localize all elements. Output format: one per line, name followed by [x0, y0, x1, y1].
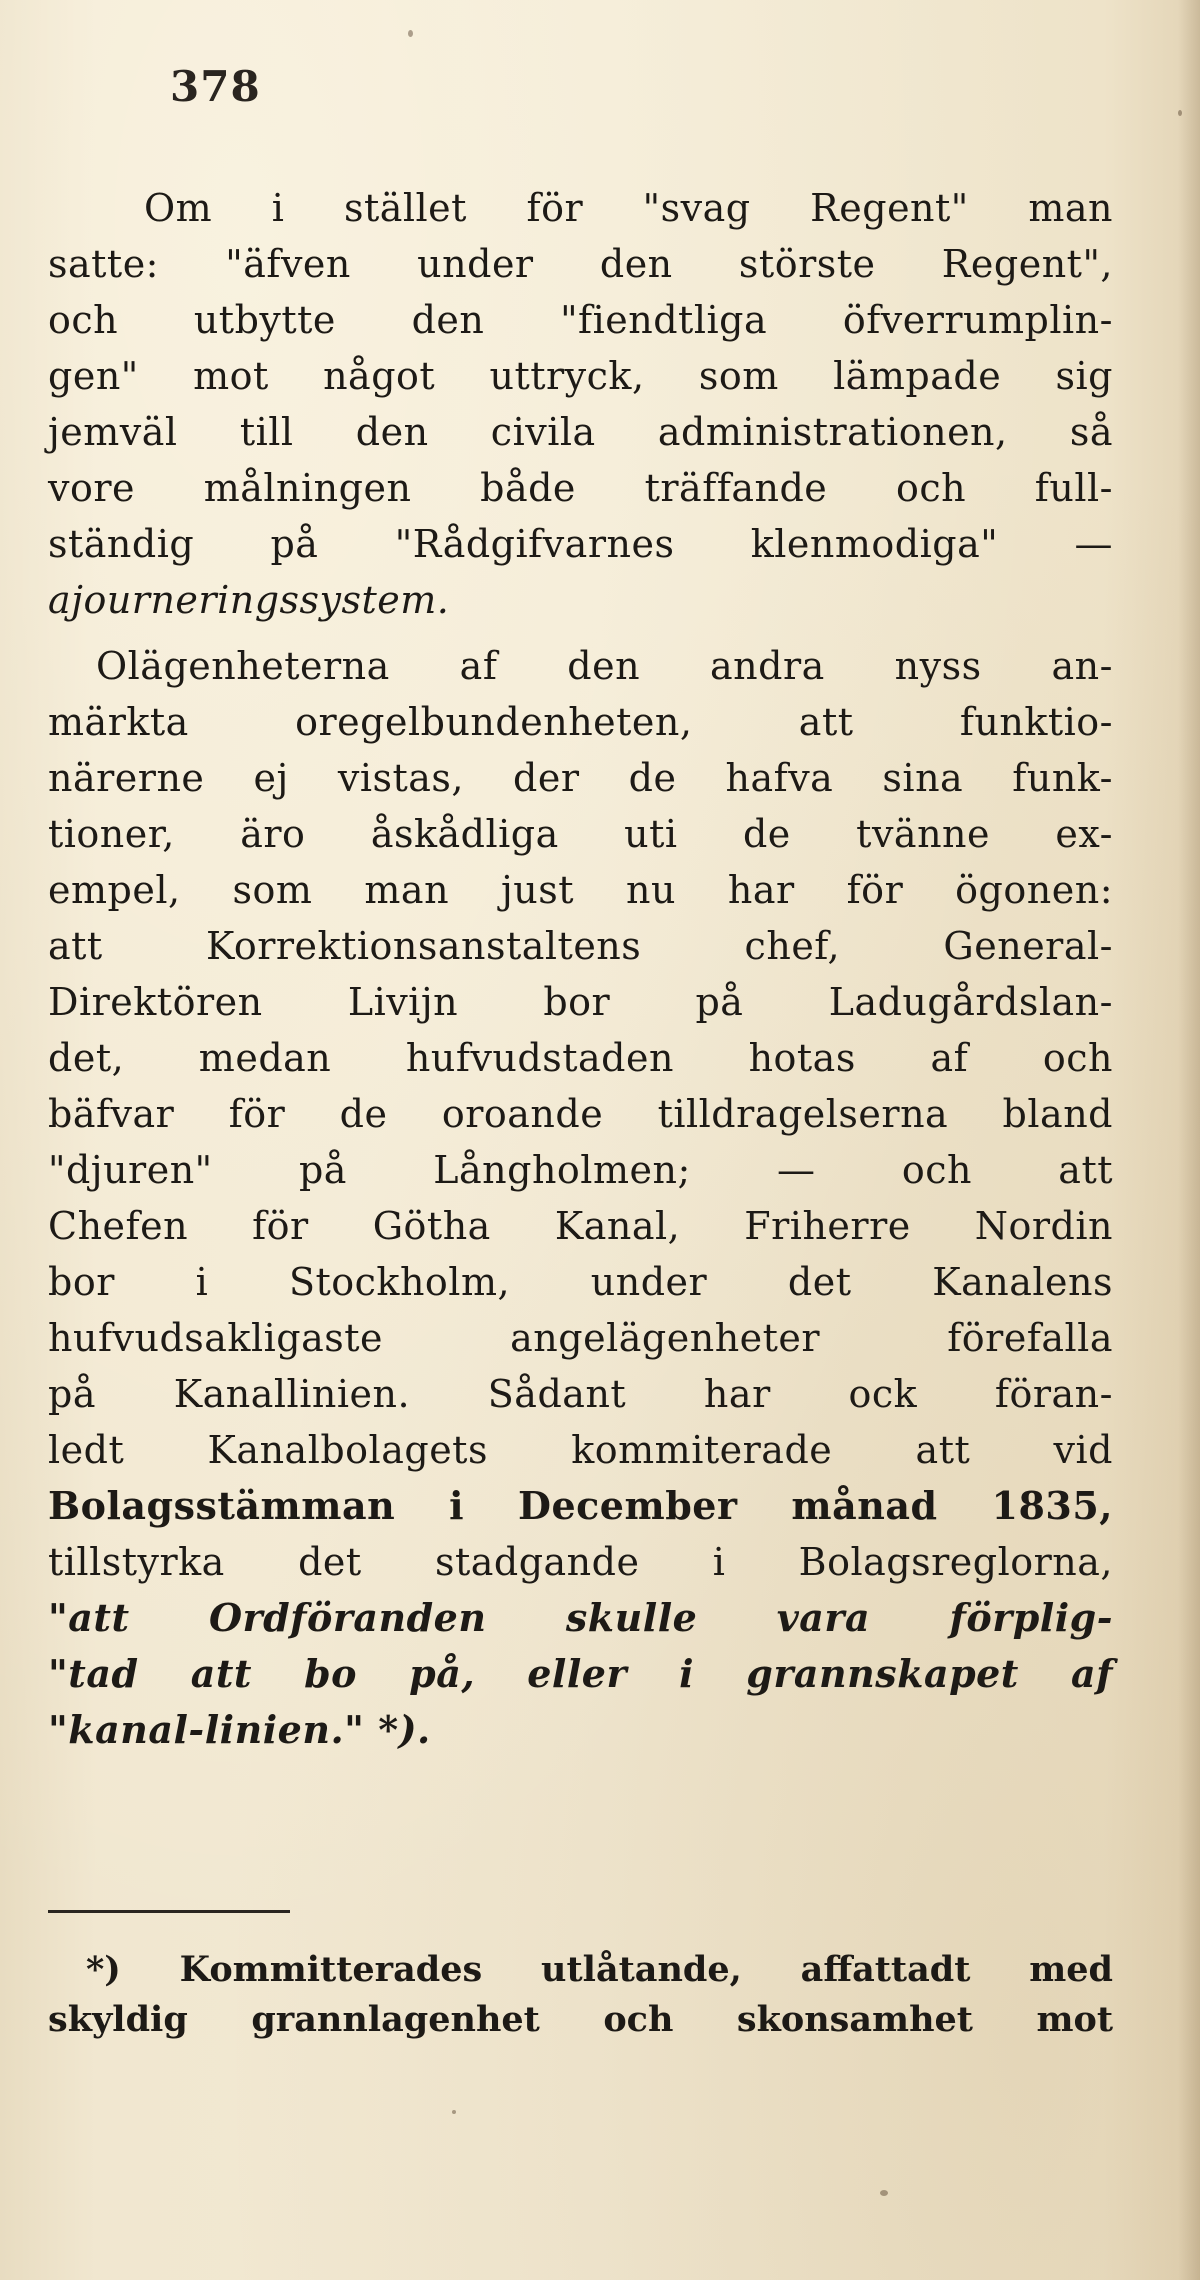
footnote-separator	[48, 1910, 290, 1913]
text-line: Chefen för Götha Kanal, Friherre Nordin	[48, 1204, 1113, 1248]
text-line: bäfvar för de oroande tilldragelserna bland	[48, 1092, 1113, 1136]
text-line: på Kanallinien. Sådant har ock föran-	[48, 1372, 1113, 1416]
text-line: gen" mot något uttryck, som lämpade sig	[48, 354, 1113, 398]
paper-speck	[408, 30, 413, 37]
page-number: 378	[170, 62, 261, 111]
paper-speck	[1178, 110, 1182, 116]
text-line: "djuren" på Långholmen; — och att	[48, 1148, 1113, 1192]
paper-speck	[880, 2190, 888, 2196]
text-line: "att Ordföranden skulle vara förplig-	[48, 1595, 1113, 1640]
text-line: Bolagsstämman i December månad 1835,	[48, 1483, 1113, 1528]
text-line: och utbytte den "fiendtliga öfverrumplin-	[48, 298, 1113, 342]
text-line: märkta oregelbundenheten, att funktio-	[48, 700, 1113, 744]
text-line: Olägenheterna af den andra nyss an-	[96, 644, 1113, 688]
text-line: hufvudsakligaste angelägenheter förefalla	[48, 1316, 1113, 1360]
text-line: "tad att bo på, eller i grannskapet af	[48, 1651, 1113, 1696]
text-line: ledt Kanalbolagets kommiterade att vid	[48, 1428, 1113, 1472]
footnote-line: *) Kommitterades utlåtande, affattadt med	[86, 1949, 1113, 1990]
text-line: bor i Stockholm, under det Kanalens	[48, 1260, 1113, 1304]
text-line: tillstyrka det stadgande i Bolagsreglorna,	[48, 1540, 1113, 1584]
text-line: att Korrektionsanstaltens chef, General-	[48, 924, 1113, 968]
footnote-line: skyldig grannlagenhet och skonsamhet mot	[48, 1999, 1113, 2040]
paper-speck	[452, 2110, 456, 2114]
text-line: "kanal-linien." *).	[48, 1707, 431, 1752]
text-line: tioner, äro åskådliga uti de tvänne ex-	[48, 812, 1113, 856]
page-edge-shadow	[1178, 0, 1200, 2280]
text-line: ständig på "Rådgifvarnes klenmodiga" —	[48, 522, 1113, 566]
text-line: empel, som man just nu har för ögonen:	[48, 868, 1113, 912]
text-line: ajourneringssystem.	[48, 578, 450, 622]
text-line: Direktören Livijn bor på Ladugårdslan-	[48, 980, 1113, 1024]
text-line: det, medan hufvudstaden hotas af och	[48, 1036, 1113, 1080]
text-line: satte: "äfven under den störste Regent",	[48, 242, 1113, 286]
text-line: närerne ej vistas, der de hafva sina funk-	[48, 756, 1113, 800]
text-line: Om i stället för "svag Regent" man	[144, 186, 1113, 230]
text-line: jemväl till den civila administrationen, så	[48, 410, 1113, 454]
text-line: vore målningen både träffande och full-	[48, 466, 1113, 510]
